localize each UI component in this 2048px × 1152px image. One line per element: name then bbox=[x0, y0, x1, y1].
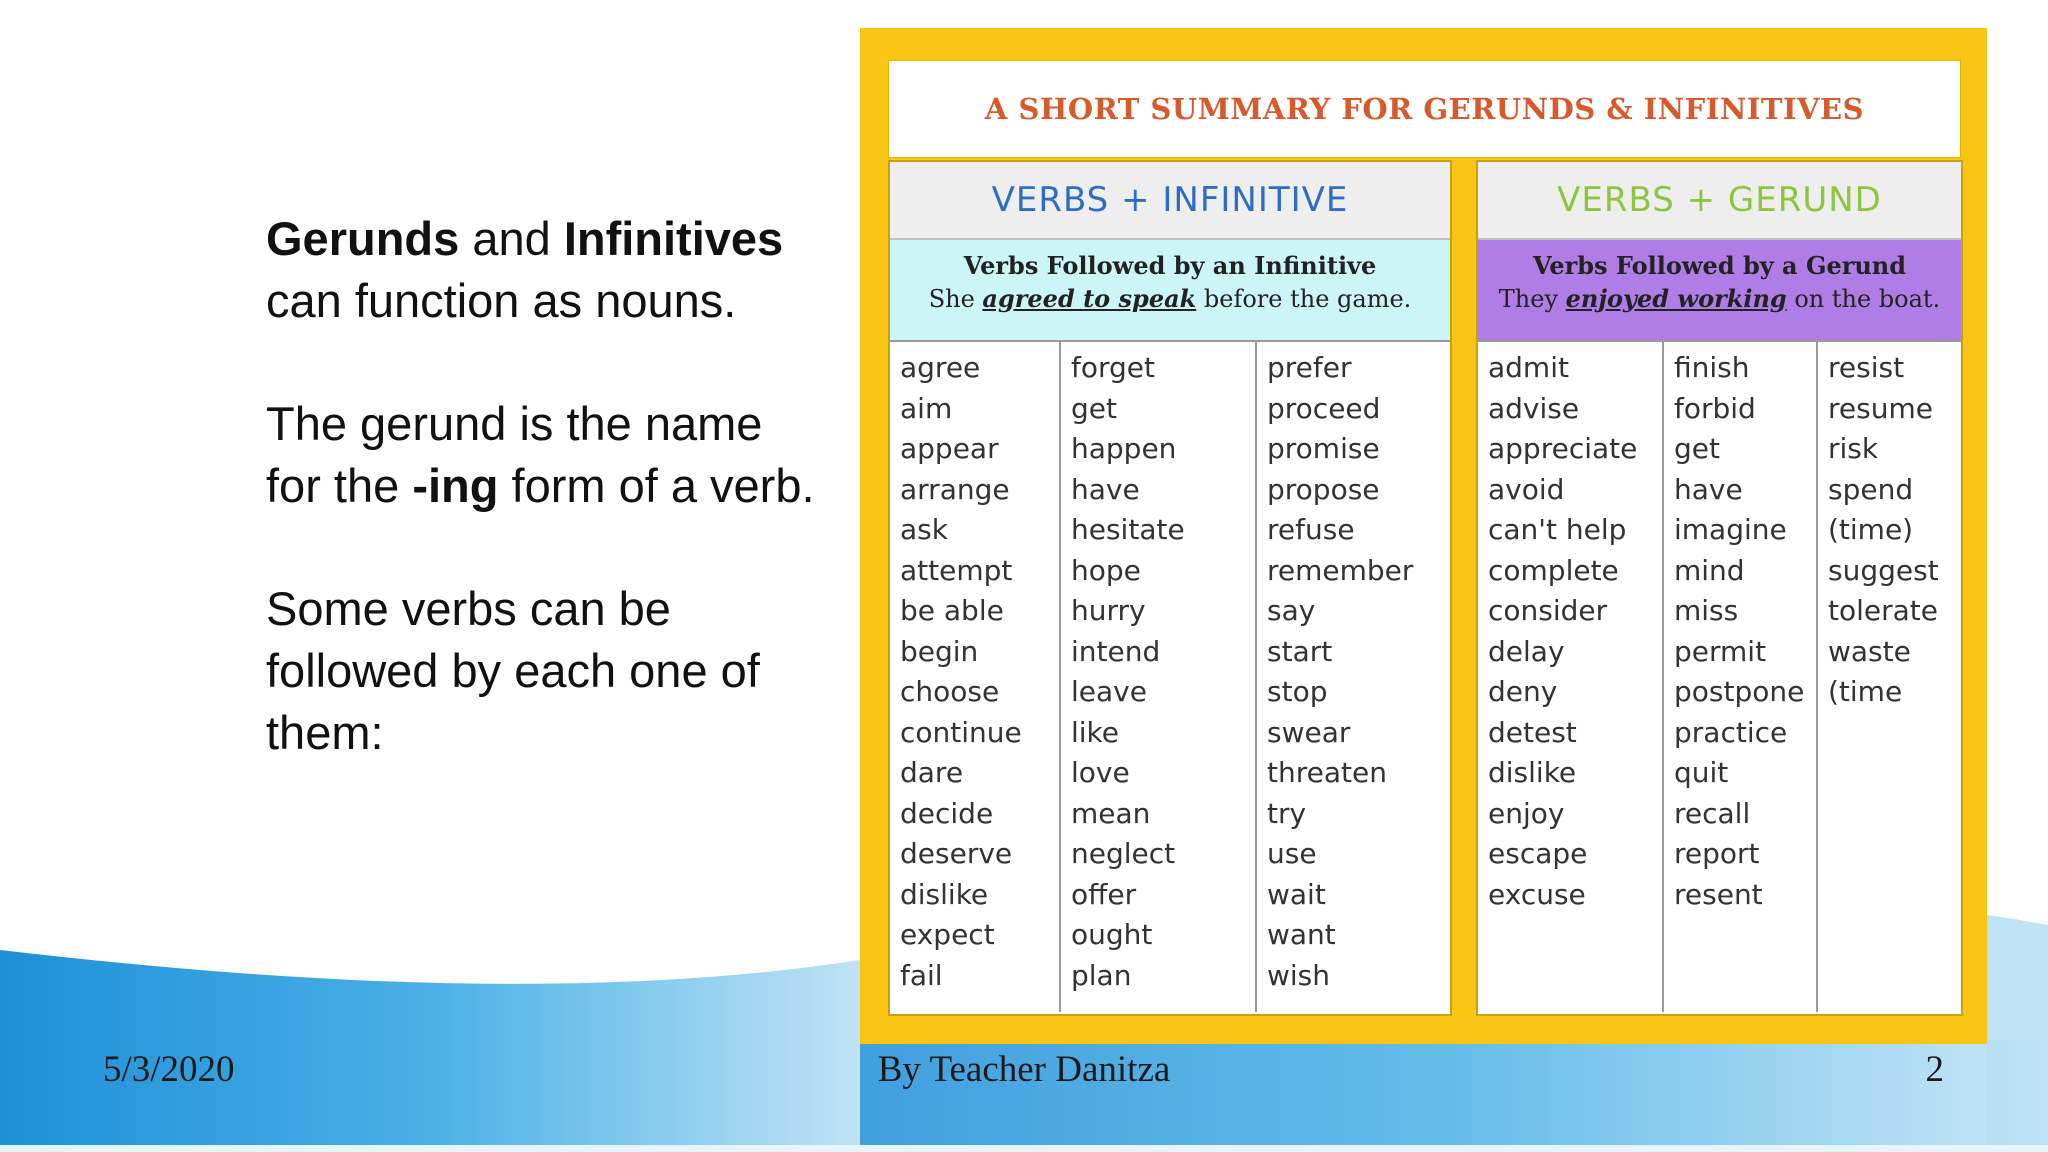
verb-list-item: resist bbox=[1828, 351, 1905, 384]
verb-list-item: risk bbox=[1828, 432, 1879, 465]
infinitive-subtitle: Verbs Followed by an Infinitive bbox=[963, 251, 1377, 280]
slide-author: By Teacher Danitza bbox=[877, 1049, 1171, 1090]
verb-list-item: delay bbox=[1488, 634, 1565, 668]
verb-list-item: hesitate bbox=[1071, 513, 1185, 546]
verb-list-item: propose bbox=[1267, 472, 1380, 506]
slide-body-text bbox=[266, 208, 826, 825]
verb-list-item: remember bbox=[1267, 553, 1414, 587]
slide-date: 5/3/2020 bbox=[103, 1049, 235, 1090]
verb-list-item: neglect bbox=[1071, 837, 1176, 870]
verb-list-item: tolerate bbox=[1828, 594, 1938, 627]
bold-infinitives: Infinitives bbox=[563, 212, 784, 265]
verb-list-item: plan bbox=[1071, 958, 1132, 992]
example-emphasis: enjoyed working bbox=[1565, 284, 1787, 313]
verb-list-item: hurry bbox=[1071, 594, 1146, 627]
infinitive-columns bbox=[890, 342, 1450, 1012]
verb-list-item: resent bbox=[1674, 877, 1763, 911]
verb-list-item: have bbox=[1071, 472, 1140, 506]
example-emphasis: agreed to speak bbox=[982, 284, 1197, 313]
verb-list-item: (time) bbox=[1828, 513, 1914, 546]
infinitive-column-2 bbox=[1061, 342, 1257, 1012]
verb-list-item: mind bbox=[1674, 553, 1745, 587]
verb-list-item: mean bbox=[1071, 796, 1151, 830]
verb-list-item: appreciate bbox=[1488, 432, 1638, 465]
verb-list-item: get bbox=[1674, 432, 1720, 465]
gerund-column-1 bbox=[1478, 342, 1664, 1012]
verb-list-item: hope bbox=[1071, 553, 1141, 587]
gerund-column-3 bbox=[1818, 342, 1961, 1012]
verb-list-item: deserve bbox=[900, 837, 1013, 870]
example-post: before the game. bbox=[1196, 285, 1412, 313]
verb-list-item: try bbox=[1267, 796, 1307, 830]
verb-list-item: say bbox=[1267, 594, 1316, 627]
verb-list-item: agree bbox=[900, 351, 981, 384]
verb-list-item: can't help bbox=[1488, 513, 1627, 546]
gerund-panel bbox=[1476, 160, 1963, 1016]
verb-list-item: choose bbox=[900, 675, 1000, 708]
verb-list-item: consider bbox=[1488, 594, 1608, 627]
verb-list-item: aim bbox=[900, 391, 953, 425]
verb-list-item: begin bbox=[900, 634, 979, 668]
verb-list-item: get bbox=[1071, 391, 1117, 425]
verb-list-item: attempt bbox=[900, 553, 1013, 587]
verb-list-item: deny bbox=[1488, 675, 1558, 708]
verb-list-item: swear bbox=[1267, 715, 1351, 749]
verb-list-item: advise bbox=[1488, 391, 1580, 425]
infinitive-column-3 bbox=[1257, 342, 1450, 1012]
verb-list-item: wish bbox=[1267, 958, 1331, 992]
bold-ing: -ing bbox=[412, 459, 499, 512]
infinitive-heading: VERBS + INFINITIVE bbox=[890, 162, 1450, 240]
verb-list-item: be able bbox=[900, 594, 1004, 627]
example-pre: She bbox=[928, 285, 983, 313]
paragraph-some-verbs: Some verbs can be followed by each one of them: bbox=[266, 582, 760, 759]
verb-list-item: fail bbox=[900, 958, 943, 992]
example-pre: They bbox=[1498, 285, 1566, 313]
verb-list-item: want bbox=[1267, 918, 1336, 951]
infinitive-subheader bbox=[890, 240, 1450, 342]
verb-list-item: continue bbox=[900, 715, 1022, 749]
verb-list-item: start bbox=[1267, 634, 1333, 668]
verb-list-item: imagine bbox=[1674, 513, 1787, 546]
verb-list-item: permit bbox=[1674, 634, 1767, 668]
gerund-subtitle: Verbs Followed by a Gerund bbox=[1532, 251, 1907, 280]
verb-list-item: practice bbox=[1674, 715, 1788, 749]
verb-list-item: report bbox=[1674, 837, 1760, 870]
verb-list-item: dislike bbox=[900, 877, 989, 911]
verb-list-item: quit bbox=[1674, 756, 1729, 789]
slide-page-number: 2 bbox=[1925, 1049, 1944, 1090]
verb-list-item: miss bbox=[1674, 594, 1739, 627]
gerund-subheader bbox=[1478, 240, 1961, 342]
chart-title: A SHORT SUMMARY FOR GERUNDS & INFINITIVES bbox=[888, 60, 1961, 158]
verb-list-item: appear bbox=[900, 432, 999, 465]
verb-list-item: suggest bbox=[1828, 553, 1939, 587]
bold-gerunds: Gerunds bbox=[266, 212, 460, 265]
verb-list-item: forget bbox=[1071, 351, 1155, 384]
verb-list-item: excuse bbox=[1488, 877, 1586, 911]
verb-list-item: promise bbox=[1267, 432, 1380, 465]
gerund-example bbox=[1478, 282, 1961, 316]
verb-list-item: have bbox=[1674, 472, 1743, 506]
gerund-columns bbox=[1478, 342, 1961, 1012]
paragraph-gerund-definition bbox=[266, 393, 826, 517]
text-function: can function as nouns. bbox=[266, 274, 737, 327]
gerunds-infinitives-chart bbox=[860, 28, 1987, 1044]
gerund-heading: VERBS + GERUND bbox=[1478, 162, 1961, 240]
verb-list-item: ought bbox=[1071, 918, 1153, 951]
verb-list-item: offer bbox=[1071, 877, 1137, 911]
verb-list-item: decide bbox=[900, 796, 994, 830]
verb-list-item: intend bbox=[1071, 634, 1161, 668]
verb-list-item: avoid bbox=[1488, 472, 1565, 506]
verb-list-item: resume bbox=[1828, 391, 1933, 425]
verb-list-item: expect bbox=[900, 918, 995, 951]
verb-list-item: proceed bbox=[1267, 391, 1381, 425]
verb-list-item: leave bbox=[1071, 675, 1147, 708]
verb-list-item: refuse bbox=[1267, 513, 1355, 546]
verb-list-item: like bbox=[1071, 715, 1120, 749]
verb-list-item: happen bbox=[1071, 432, 1177, 465]
gerund-column-2 bbox=[1664, 342, 1818, 1012]
verb-list-item: wait bbox=[1267, 877, 1326, 911]
verb-list-item: detest bbox=[1488, 715, 1577, 749]
verb-list-item: dislike bbox=[1488, 756, 1577, 789]
verb-list-item: admit bbox=[1488, 351, 1569, 384]
verb-list-item: arrange bbox=[900, 472, 1010, 506]
verb-list-item: postpone bbox=[1674, 675, 1805, 708]
verb-list-item: finish bbox=[1674, 351, 1750, 384]
infinitive-panel bbox=[888, 160, 1452, 1016]
verb-list-item: ask bbox=[900, 513, 948, 546]
verb-list-item: forbid bbox=[1674, 391, 1756, 425]
example-post: on the boat. bbox=[1786, 285, 1941, 313]
text-gerund-name: The gerund is the name for the bbox=[266, 397, 763, 512]
text-and: and bbox=[459, 212, 564, 265]
verb-list-item: spend bbox=[1828, 472, 1914, 506]
verb-list-item: prefer bbox=[1267, 351, 1352, 384]
verb-list-item: recall bbox=[1674, 796, 1751, 830]
verb-list-item: stop bbox=[1267, 675, 1328, 708]
verb-list-item: threaten bbox=[1267, 756, 1387, 789]
verb-list-item: complete bbox=[1488, 553, 1619, 587]
verb-list-item: waste bbox=[1828, 634, 1911, 668]
verb-list-item: love bbox=[1071, 756, 1130, 789]
verb-list-item: escape bbox=[1488, 837, 1588, 870]
paragraph-gerunds-infinitives bbox=[266, 208, 826, 332]
verb-list-item: (time bbox=[1828, 675, 1903, 708]
infinitive-example bbox=[890, 282, 1450, 316]
infinitive-column-1 bbox=[890, 342, 1061, 1012]
text-form-verb: form of a verb. bbox=[498, 459, 815, 512]
verb-list-item: use bbox=[1267, 837, 1317, 870]
verb-list-item: dare bbox=[900, 756, 964, 789]
verb-list-item: enjoy bbox=[1488, 796, 1565, 830]
